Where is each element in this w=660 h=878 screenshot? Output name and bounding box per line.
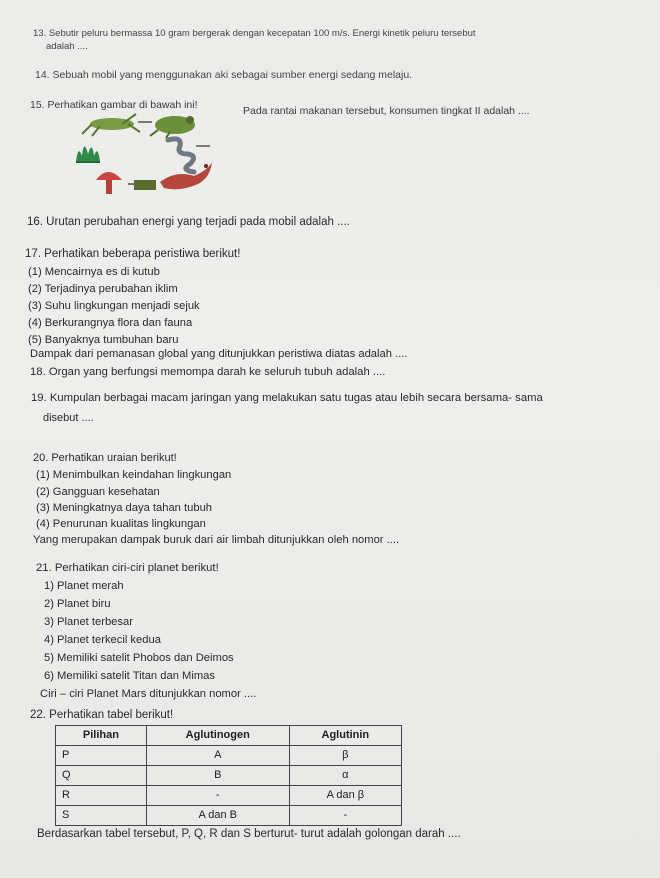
question-19-line-1: 19. Kumpulan berbagai macam jaringan yang melakukan satu tugas atau lebih secara bersama- sama [31, 392, 543, 404]
header-pilihan: Pilihan [56, 726, 147, 746]
question-20-item-3: (3) Meningkatnya daya tahan tubuh [36, 502, 213, 514]
question-15-question: Pada rantai makanan tersebut, konsumen tingkat II adalah .... [243, 105, 530, 117]
table-cell: A dan B [146, 806, 289, 826]
table-cell: α [289, 766, 401, 786]
table-cell: - [146, 786, 289, 806]
table-cell: β [289, 746, 401, 766]
table-header-row [56, 726, 402, 746]
header-aglutinogen: Aglutinogen [146, 726, 289, 746]
question-17-item-5: (5) Banyaknya tumbuhan baru [28, 334, 179, 346]
question-20-item-1: (1) Menimbulkan keindahan lingkungan [36, 469, 232, 481]
question-20-item-4: (4) Penurunan kualitas lingkungan [36, 518, 206, 530]
question-13-line-2: adalah .... [46, 41, 88, 52]
question-13-line-1: 13. Sebutir peluru bermassa 10 gram bergerak dengan kecepatan 100 m/s. Energi kinetik peluru tersebut [33, 28, 476, 39]
question-20-footer: Yang merupakan dampak buruk dari air limbah ditunjukkan oleh nomor .... [33, 534, 400, 546]
blood-group-table [55, 725, 402, 826]
table-cell: P [56, 746, 147, 766]
question-16: 16. Urutan perubahan energi yang terjadi pada mobil adalah .... [27, 216, 350, 228]
question-21-footer: Ciri – ciri Planet Mars ditunjukkan nomor .... [40, 688, 257, 700]
question-15-prompt: 15. Perhatikan gambar di bawah ini! [30, 99, 198, 111]
table-cell: A [146, 746, 289, 766]
question-17-footer: Dampak dari pemanasan global yang ditunjukkan peristiwa diatas adalah .... [30, 348, 408, 360]
question-17-prompt: 17. Perhatikan beberapa peristiwa berikut! [25, 248, 241, 260]
question-18: 18. Organ yang berfungsi memompa darah ke seluruh tubuh adalah .... [30, 366, 386, 378]
table-cell: Q [56, 766, 147, 786]
grasshopper-icon [82, 114, 140, 136]
question-21-item-3: 3) Planet terbesar [44, 616, 133, 628]
food-chain-diagram [70, 110, 240, 208]
question-21-item-6: 6) Memiliki satelit Titan dan Mimas [44, 670, 215, 682]
question-21-item-1: 1) Planet merah [44, 580, 124, 592]
header-aglutinin: Aglutinin [289, 726, 401, 746]
table-cell: A dan β [289, 786, 401, 806]
plant-icon [76, 146, 100, 162]
table-cell: R [56, 786, 147, 806]
table-row [56, 786, 402, 806]
question-17-item-1: (1) Mencairnya es di kutub [28, 266, 160, 278]
question-20-prompt: 20. Perhatikan uraian berikut! [33, 452, 177, 464]
snake-icon [168, 139, 210, 172]
question-21-item-4: 4) Planet terkecil kedua [44, 634, 161, 646]
question-19-line-2: disebut .... [43, 412, 94, 424]
question-22-prompt: 22. Perhatikan tabel berikut! [30, 709, 174, 721]
mushroom-icon [96, 172, 122, 194]
table-row [56, 766, 402, 786]
worm-icon [134, 180, 156, 190]
question-22-footer: Berdasarkan tabel tersebut, P, Q, R dan S berturut- turut adalah golongan darah .... [37, 828, 461, 840]
table-cell: S [56, 806, 147, 826]
question-21-item-5: 5) Memiliki satelit Phobos dan Deimos [44, 652, 234, 664]
question-14: 14. Sebuah mobil yang menggunakan aki sebagai sumber energi sedang melaju. [35, 69, 413, 81]
question-17-item-2: (2) Terjadinya perubahan iklim [28, 283, 178, 295]
table-cell: B [146, 766, 289, 786]
table-row [56, 746, 402, 766]
question-17-item-4: (4) Berkurangnya flora dan fauna [28, 317, 193, 329]
question-21-item-2: 2) Planet biru [44, 598, 111, 610]
frog-icon [150, 116, 195, 138]
question-17-item-3: (3) Suhu lingkungan menjadi sejuk [28, 300, 200, 312]
table-row [56, 806, 402, 826]
table-cell: - [289, 806, 401, 826]
question-20-item-2: (2) Gangguan kesehatan [36, 486, 160, 498]
question-21-prompt: 21. Perhatikan ciri-ciri planet berikut! [36, 562, 219, 574]
